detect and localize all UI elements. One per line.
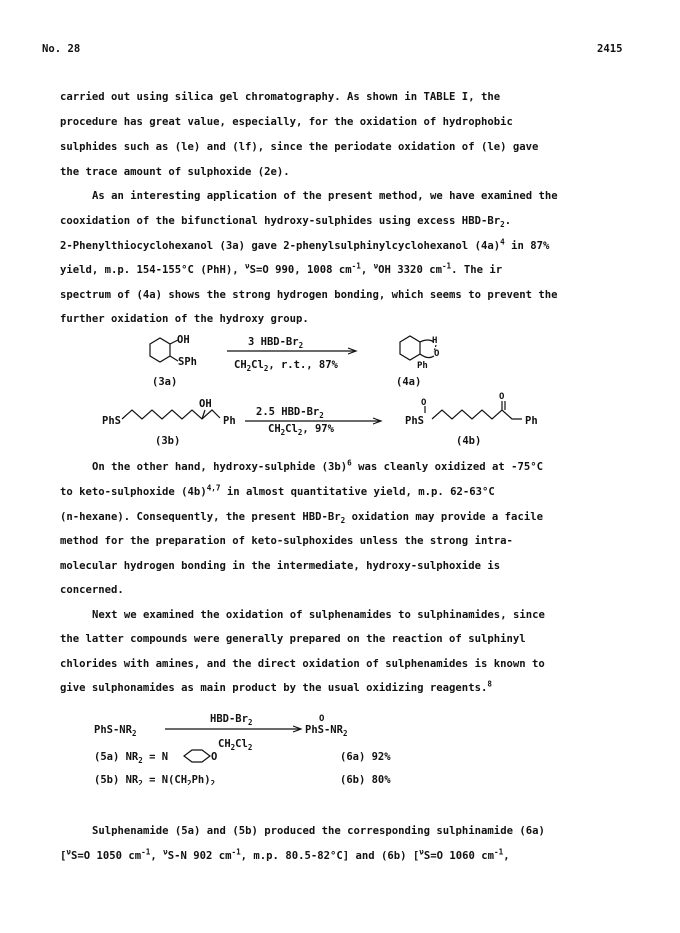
journal-issue-number: No. 28 bbox=[42, 43, 81, 55]
para4-line1: Next we examined the oxidation of sulphenamides to sulphinamides, since bbox=[92, 609, 545, 621]
compound-5a: (5a) $NR_2 = N$ bbox=[94, 751, 169, 765]
compound-label-4a: (4a) bbox=[396, 376, 422, 388]
para5-line2: [$^\nu$S=O 1050 $cm^{-1}$, $^\nu$S-N 902 $cm^{-1}$, m.p. 80.5-82°C] and (6b) [$^\nu$S=O 1060 $cm^{-1}$, bbox=[60, 847, 510, 862]
para2-line4: yield, m.p. 154-155°C (PhH), $^\nu$S=O 990, 1008 $cm^{-1}$, $^\nu$OH 3320 $cm^{-1}$. The ir bbox=[60, 261, 503, 276]
svg-text:Ph: Ph bbox=[417, 361, 428, 371]
reaction-scheme-2 bbox=[0, 705, 680, 785]
reaction-scheme-1 bbox=[0, 328, 680, 448]
compound-label-4b: (4b) bbox=[456, 435, 482, 447]
para3-line5: molecular hydrogen bonding in the intermediate, hydroxy-sulphoxide is bbox=[60, 560, 501, 572]
solvent-3: $CH_2Cl_2$ bbox=[218, 738, 253, 752]
conditions-1: $CH_2Cl_2$, r.t., 87% bbox=[234, 359, 338, 373]
para1-line4: the trace amount of sulphoxide (2e). bbox=[60, 166, 290, 178]
para4-line3: chlorides with amines, and the direct oxidation of sulphenamides is known to bbox=[60, 658, 545, 670]
morpholine-ring bbox=[184, 750, 210, 762]
page-number: 2415 bbox=[597, 43, 623, 55]
nu-symbol: ν bbox=[244, 261, 250, 271]
svg-text:O: O bbox=[319, 714, 325, 724]
alkyl-chain-3b bbox=[122, 410, 220, 419]
nu-symbol: ν bbox=[163, 847, 168, 857]
svg-text:O: O bbox=[499, 392, 505, 402]
oh-label-3a: OH bbox=[177, 334, 190, 346]
para3-line2: to keto-sulphoxide $(4b)^{4,7}$ in almost quantitative yield, m.p. 62-63°C bbox=[60, 483, 495, 498]
nu-symbol: ν bbox=[373, 261, 379, 271]
svg-text:Ph: Ph bbox=[525, 415, 538, 427]
svg-text:OH: OH bbox=[199, 398, 212, 410]
para3-line1: On the other hand, hydroxy-sulphide $(3b)^6$ was cleanly oxidized at -75°C bbox=[92, 458, 544, 473]
svg-text:PhS: PhS bbox=[405, 415, 424, 427]
compound-label-3a: (3a) bbox=[152, 376, 178, 388]
yield-6b: (6b) 80% bbox=[340, 774, 391, 785]
svg-text:H: H bbox=[432, 336, 438, 346]
para1-line2: procedure has great value, especially, for the oxidation of hydrophobic bbox=[60, 116, 513, 128]
para4-line4: give sulphonamides as main product by the usual oxidizing reagents.$^8$ bbox=[60, 679, 492, 694]
para2-line5: spectrum of (4a) shows the strong hydrogen bonding, which seems to prevent the bbox=[60, 289, 558, 301]
reagent-1: 3 HBD-$Br_2$ bbox=[248, 336, 304, 350]
sulphinamide-product: PhS-$NR_2$ bbox=[305, 724, 348, 738]
svg-text:PhS: PhS bbox=[102, 415, 121, 427]
para2-line2: cooxidation of the bifunctional hydroxy-sulphides using excess HBD-$Br_2$. bbox=[60, 215, 512, 230]
compound-label-3b: (3b) bbox=[155, 435, 181, 447]
nu-symbol: ν bbox=[66, 847, 71, 857]
cyclohexane-ring-3a bbox=[150, 338, 170, 362]
svg-text:O: O bbox=[211, 751, 218, 763]
cyclohexane-ring-4a bbox=[400, 336, 420, 360]
nu-symbol: ν bbox=[419, 847, 424, 857]
para3-line6: concerned. bbox=[60, 584, 124, 596]
para5-line1: Sulphenamide (5a) and (5b) produced the corresponding sulphinamide (6a) bbox=[92, 825, 545, 837]
para2-line6: further oxidation of the hydroxy group. bbox=[60, 313, 309, 325]
para1-line3: sulphides such as (le) and (lf), since the periodate oxidation of (le) gave bbox=[60, 141, 539, 153]
svg-text:Ph: Ph bbox=[223, 415, 236, 427]
para2-line3: 2-Phenylthiocyclohexanol (3a) gave 2-phenylsulphinylcyclohexanol $(4a)^4$ in 87% bbox=[60, 237, 550, 252]
para2-line1: As an interesting application of the present method, we have examined the bbox=[92, 190, 558, 202]
para1-line1: carried out using silica gel chromatography. As shown in TABLE I, the bbox=[60, 91, 501, 103]
sph-label-3a: SPh bbox=[178, 356, 197, 368]
reagent-2: 2.5 HBD-$Br_2$ bbox=[256, 406, 324, 420]
svg-text:O: O bbox=[421, 398, 427, 408]
svg-text:O: O bbox=[434, 349, 440, 359]
sulphenamide-reactant: PhS-$NR_2$ bbox=[94, 724, 137, 738]
compound-5b: (5b) $NR_2 = N(CH_2Ph)_2$ bbox=[94, 774, 216, 785]
conditions-2: $CH_2Cl_2$, 97% bbox=[268, 423, 334, 437]
para3-line3: (n-hexane). Consequently, the present HBD-$Br_2$ oxidation may provide a facile bbox=[60, 511, 543, 526]
reagent-3: HBD-$Br_2$ bbox=[210, 713, 253, 727]
alkyl-chain-4b bbox=[432, 410, 522, 419]
yield-6a: (6a) 92% bbox=[340, 751, 391, 763]
para4-line2: the latter compounds were generally prepared on the reaction of sulphinyl bbox=[60, 633, 526, 645]
para3-line4: method for the preparation of keto-sulphoxides unless the strong intra- bbox=[60, 535, 513, 547]
